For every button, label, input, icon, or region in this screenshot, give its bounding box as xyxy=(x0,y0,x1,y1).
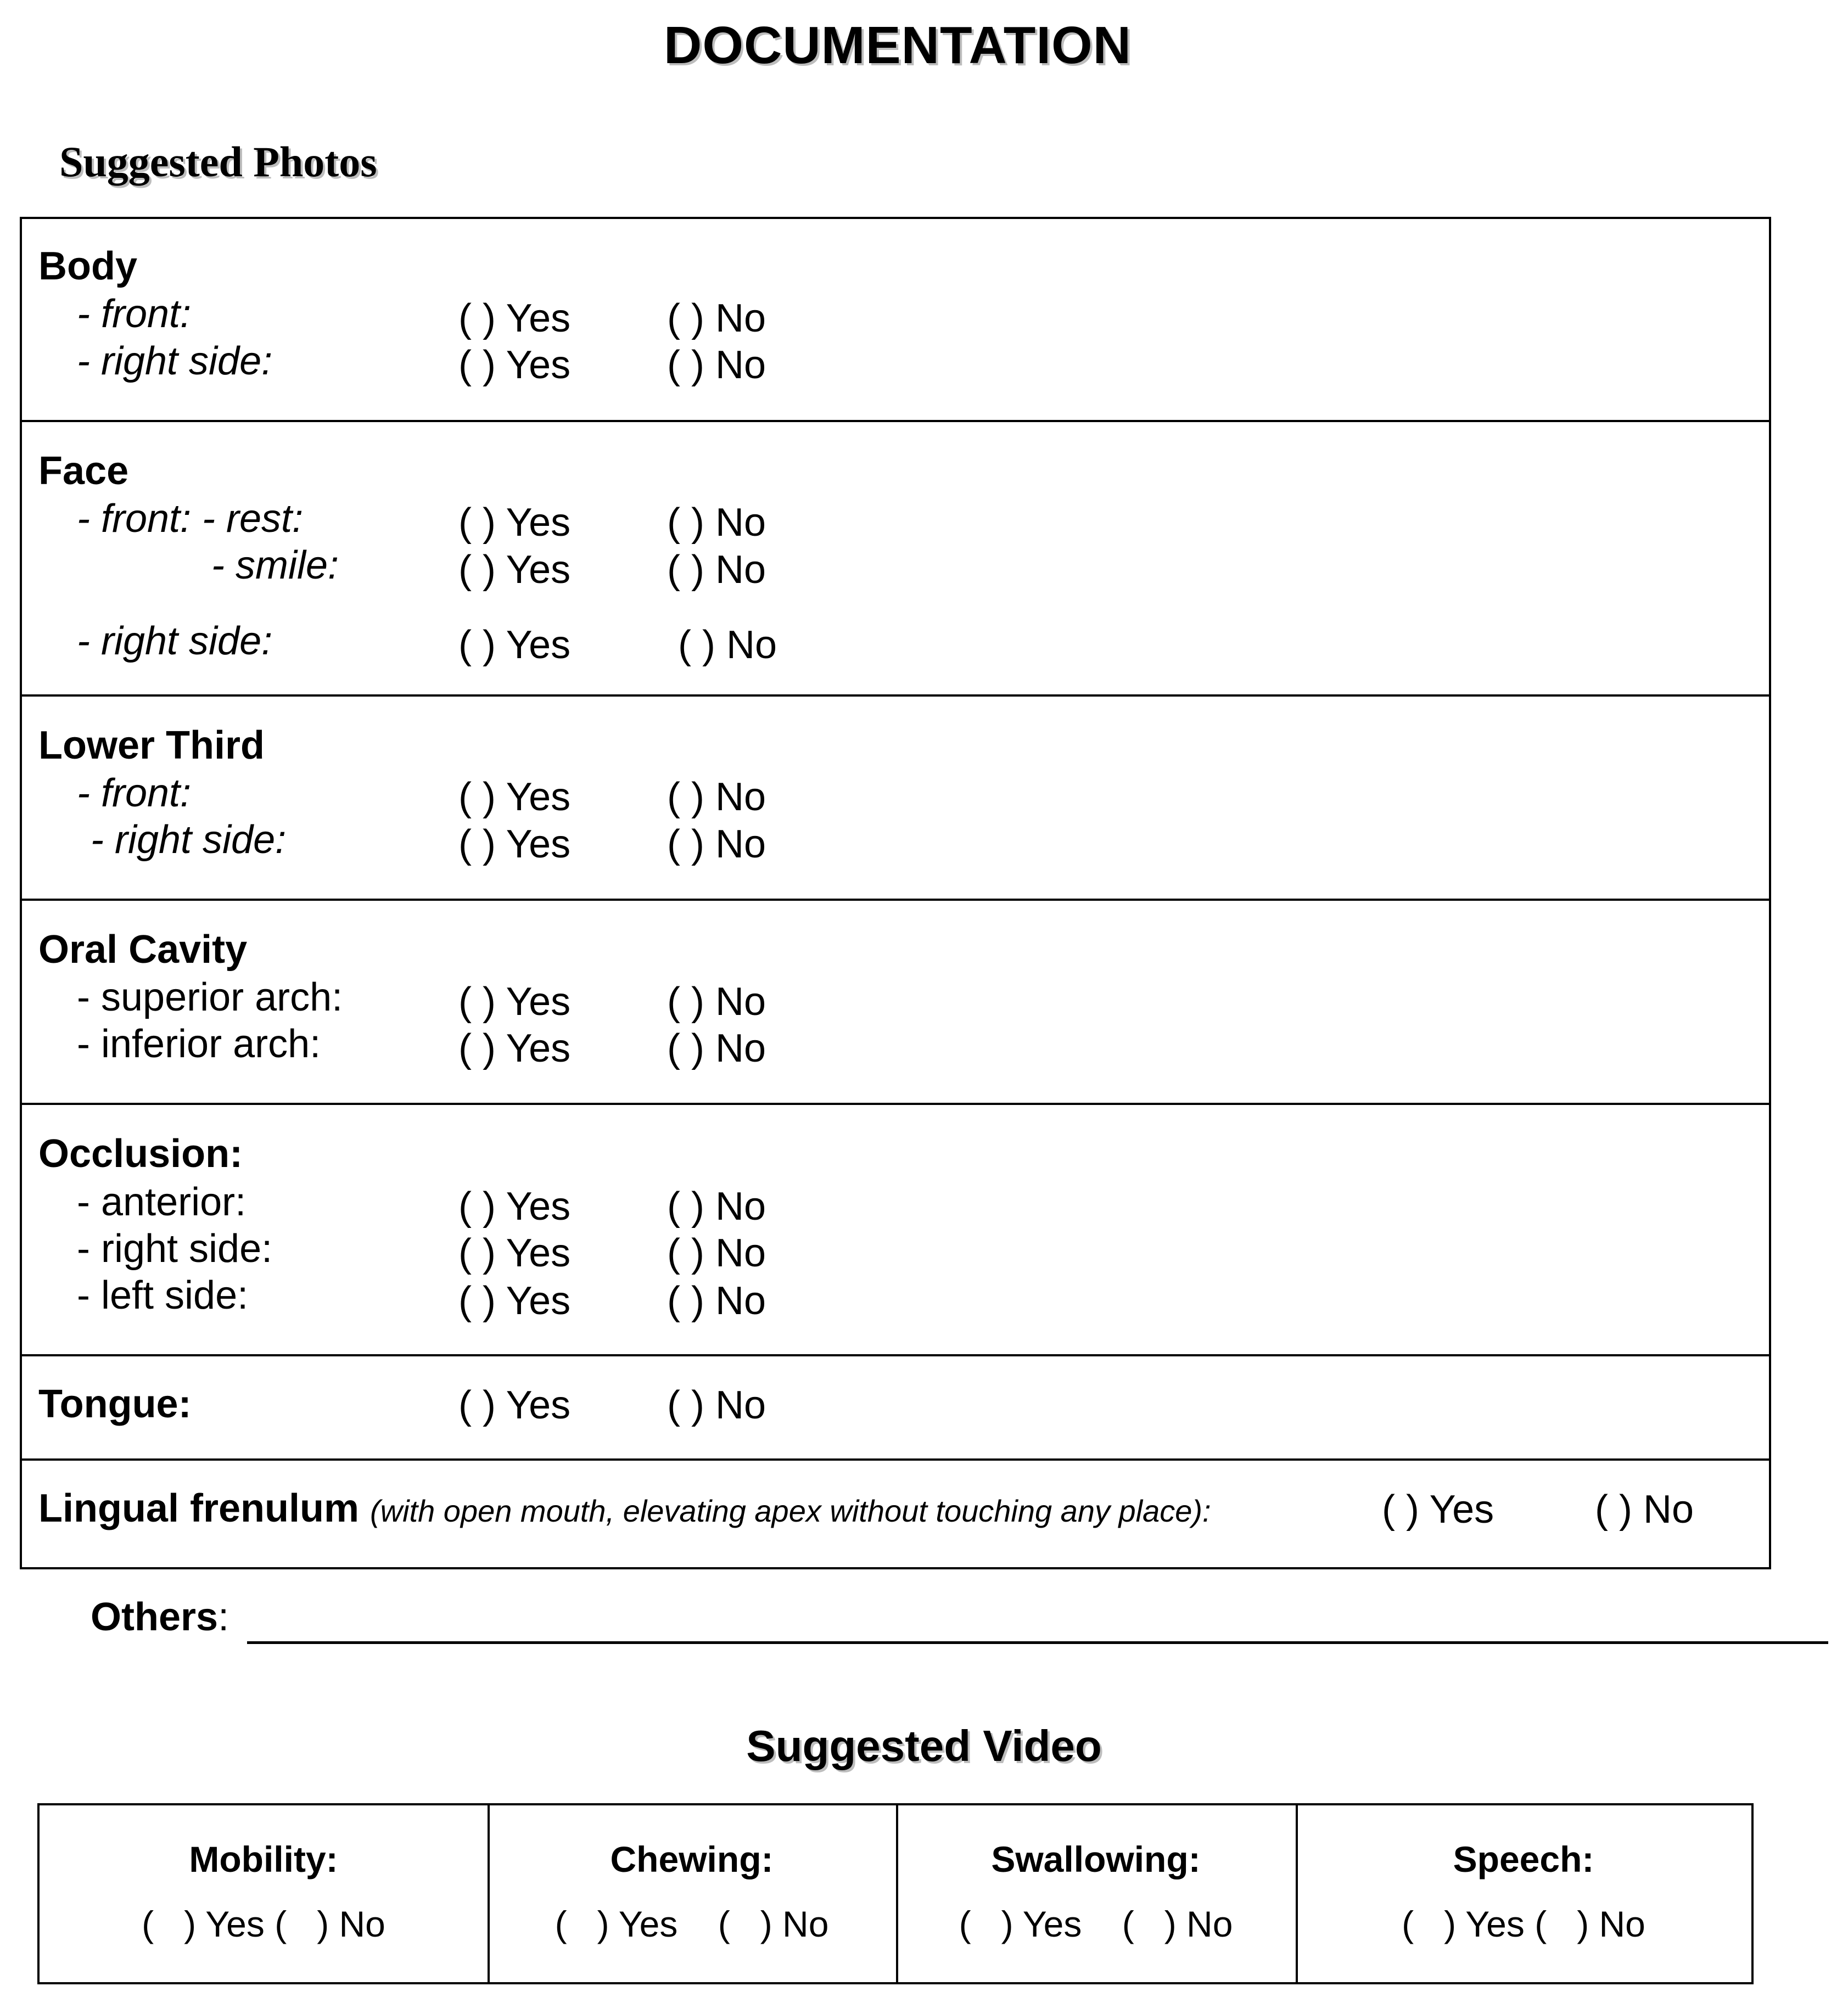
column-divider xyxy=(488,1805,490,1982)
lingual-frenulum-no[interactable]: ( ) No xyxy=(1595,1488,1694,1531)
others-input-line[interactable] xyxy=(247,1641,1828,1644)
row-divider xyxy=(22,899,1769,901)
occlusion-right-side-no[interactable]: ( ) No xyxy=(667,1231,766,1275)
lingual-frenulum-title: Lingual frenulum xyxy=(38,1486,359,1530)
suggested-photos-table xyxy=(20,217,1771,1569)
face-right-side-no[interactable]: ( ) No xyxy=(678,623,777,667)
body-front-yes[interactable]: ( ) Yes xyxy=(458,296,571,340)
suggested-video-table xyxy=(37,1803,1754,1984)
row-divider xyxy=(22,1458,1769,1461)
lower-third-right-side-yes[interactable]: ( ) Yes xyxy=(458,822,571,866)
swallowing-title: Swallowing: xyxy=(991,1839,1201,1879)
suggested-video-heading: Suggested Video xyxy=(746,1721,1102,1770)
face-smile-yes[interactable]: ( ) Yes xyxy=(458,548,571,592)
tongue-no[interactable]: ( ) No xyxy=(667,1383,766,1427)
mobility-options[interactable]: ( ) Yes ( ) No xyxy=(142,1904,385,1944)
tongue-section-title: Tongue: xyxy=(38,1382,192,1426)
face-front-rest-yes[interactable]: ( ) Yes xyxy=(458,501,571,545)
lower-third-right-side-no[interactable]: ( ) No xyxy=(667,822,766,866)
others-label-text: Others xyxy=(91,1595,219,1639)
oral-cavity-section-title: Oral Cavity xyxy=(38,928,248,972)
row-divider xyxy=(22,694,1769,697)
occlusion-anterior-label: - anterior: xyxy=(77,1180,247,1224)
mobility-title: Mobility: xyxy=(189,1839,338,1879)
suggested-photos-heading: Suggested Photos xyxy=(59,138,377,186)
row-divider xyxy=(22,420,1769,422)
occlusion-right-side-yes[interactable]: ( ) Yes xyxy=(458,1231,571,1275)
lingual-frenulum-yes[interactable]: ( ) Yes xyxy=(1382,1488,1494,1531)
swallowing-options[interactable]: ( ) Yes ( ) No xyxy=(959,1904,1233,1944)
occlusion-anterior-no[interactable]: ( ) No xyxy=(667,1185,766,1228)
face-front-rest-no[interactable]: ( ) No xyxy=(667,501,766,545)
body-right-side-label: - right side: xyxy=(77,339,273,383)
occlusion-left-side-label: - left side: xyxy=(77,1273,249,1317)
column-divider xyxy=(1296,1805,1298,1982)
lower-third-right-side-label: - right side: xyxy=(91,818,287,862)
occlusion-right-side-label: - right side: xyxy=(77,1227,273,1271)
oral-cavity-inferior-label: - inferior arch: xyxy=(77,1022,321,1066)
page-title: DOCUMENTATION xyxy=(663,16,1132,75)
oral-cavity-superior-no[interactable]: ( ) No xyxy=(667,980,766,1024)
row-divider xyxy=(22,1354,1769,1356)
lower-third-front-yes[interactable]: ( ) Yes xyxy=(458,775,571,819)
occlusion-left-side-yes[interactable]: ( ) Yes xyxy=(458,1279,571,1323)
chewing-title: Chewing: xyxy=(610,1839,774,1879)
occlusion-section-title: Occlusion: xyxy=(38,1132,243,1176)
oral-cavity-superior-label: - superior arch: xyxy=(77,975,343,1019)
oral-cavity-inferior-yes[interactable]: ( ) Yes xyxy=(458,1026,571,1070)
occlusion-anterior-yes[interactable]: ( ) Yes xyxy=(458,1185,571,1228)
body-right-side-yes[interactable]: ( ) Yes xyxy=(458,343,571,387)
face-right-side-yes[interactable]: ( ) Yes xyxy=(458,623,571,667)
tongue-yes[interactable]: ( ) Yes xyxy=(458,1383,571,1427)
face-front-rest-label: - front: - rest: xyxy=(77,497,304,541)
lingual-frenulum-note: (with open mouth, elevating apex without touching any place): xyxy=(370,1494,1211,1528)
lingual-frenulum-section-title xyxy=(38,1486,1211,1531)
lower-third-section-title: Lower Third xyxy=(38,723,265,767)
body-section-title: Body xyxy=(38,244,137,288)
column-divider xyxy=(896,1805,898,1982)
lower-third-front-label: - front: xyxy=(77,771,192,815)
row-divider xyxy=(22,1103,1769,1105)
speech-title: Speech: xyxy=(1453,1839,1594,1879)
face-right-side-label: - right side: xyxy=(77,619,273,663)
oral-cavity-superior-yes[interactable]: ( ) Yes xyxy=(458,980,571,1024)
body-front-label: - front: xyxy=(77,292,192,336)
lower-third-front-no[interactable]: ( ) No xyxy=(667,775,766,819)
face-smile-label: - smile: xyxy=(211,543,339,587)
face-smile-no[interactable]: ( ) No xyxy=(667,548,766,592)
occlusion-left-side-no[interactable]: ( ) No xyxy=(667,1279,766,1323)
others-label xyxy=(91,1595,229,1640)
chewing-options[interactable]: ( ) Yes ( ) No xyxy=(555,1904,829,1944)
face-section-title: Face xyxy=(38,449,129,493)
speech-options[interactable]: ( ) Yes ( ) No xyxy=(1402,1904,1645,1944)
others-colon: : xyxy=(218,1595,229,1639)
body-right-side-no[interactable]: ( ) No xyxy=(667,343,766,387)
oral-cavity-inferior-no[interactable]: ( ) No xyxy=(667,1026,766,1070)
body-front-no[interactable]: ( ) No xyxy=(667,296,766,340)
